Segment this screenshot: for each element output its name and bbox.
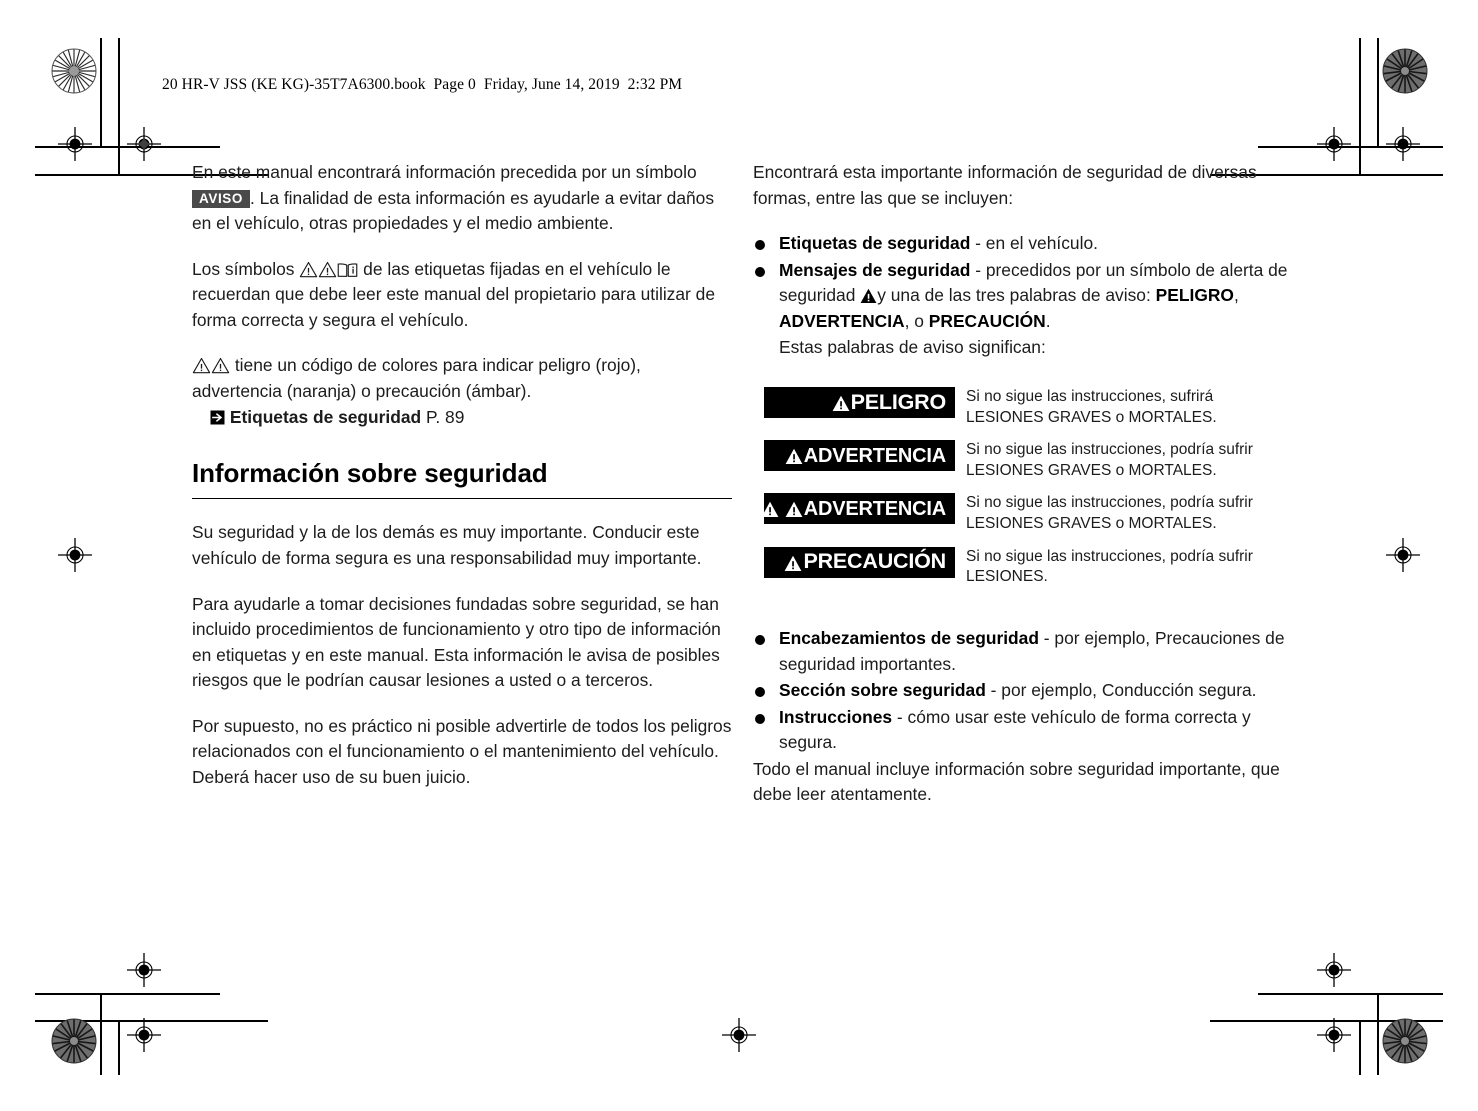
crop-line-bottom-left-h1 <box>35 993 220 995</box>
signal-box-precaucion <box>764 547 955 578</box>
table-row-advertencia-2 <box>753 493 1298 546</box>
registration-mark-bottom-right-corner <box>1317 1018 1351 1052</box>
list-item-safety-labels <box>753 231 1298 257</box>
safety-alert-symbol-icon <box>860 288 877 304</box>
cross-reference-title: Etiquetas de seguridad <box>229 406 422 427</box>
starburst-target-top-right <box>1382 48 1428 99</box>
crop-line-bottom-right-h1 <box>1258 993 1443 995</box>
signal-word-sep-3: . <box>1045 310 1051 331</box>
list-item-safety-messages <box>753 258 1298 335</box>
cross-reference-safety-labels[interactable] <box>210 405 732 431</box>
signal-desc-line2-peligro: LESIONES GRAVES o MORTALES. <box>966 408 1217 426</box>
signal-word-inline-precaucion: PRECAUCIÓN <box>928 310 1046 331</box>
signal-desc-cell-precaucion <box>966 547 1298 600</box>
notice-chip: AVISO <box>192 190 250 209</box>
signal-desc-cell-advertencia-1 <box>966 440 1298 493</box>
paragraph-symbols-text-before: Los símbolos <box>192 258 295 279</box>
table-row-precaucion <box>753 547 1298 600</box>
signal-desc-line2-precaucion: LESIONES. <box>966 568 1048 586</box>
starburst-target-bottom-left <box>51 1018 97 1069</box>
registration-mark-bottom-left-inner <box>127 953 161 987</box>
paragraph-color-code <box>192 353 732 404</box>
crop-line-top-left-v2 <box>118 38 120 174</box>
signal-box-advertencia-2 <box>764 493 955 524</box>
table-row-advertencia-1 <box>753 440 1298 493</box>
list-item-safety-section-desc: - por ejemplo, Conducción segura. <box>985 680 1257 701</box>
signal-desc-line1-advertencia-2: Si no sigue las instrucciones, podría sufrir <box>966 494 1253 512</box>
signal-desc-line1-precaucion: Si no sigue las instrucciones, podría sufrir <box>966 547 1253 565</box>
crop-line-bottom-right-v2 <box>1359 1020 1361 1075</box>
signal-word-table <box>753 387 1298 600</box>
table-row-peligro <box>753 387 1298 440</box>
signal-word-label-peligro: PELIGRO <box>850 389 946 414</box>
list-item-safety-headings <box>753 626 1298 677</box>
paragraph-informed-decisions: Para ayudarle a tomar decisiones fundadas sobre seguridad, se han incluido procedimientos de funcionamiento y otro tipo de información en etiquetas y en este manual. Esta información le avisa de posibles riesgos que le podrían causar lesiones a usted o a terceros. <box>192 593 721 691</box>
jump-arrow-icon <box>210 410 225 425</box>
signal-box-cell-precaucion <box>753 547 966 600</box>
signal-box-peligro <box>764 387 955 418</box>
signal-desc-cell-advertencia-2 <box>966 493 1298 546</box>
registration-mark-mid-left <box>58 538 92 572</box>
registration-mark-bottom-left-corner <box>127 1018 161 1052</box>
document-header-line: 20 HR-V JSS (KE KG)-35T7A6300.book Page 0 Friday, June 14, 2019 2:32 PM <box>162 76 683 93</box>
signal-box-cell-peligro <box>753 387 966 440</box>
signal-desc-line1-peligro: Si no sigue las instrucciones, sufrirá <box>966 388 1214 406</box>
list-item-safety-messages-desc-after: y una de las tres palabras de aviso: <box>877 285 1151 306</box>
list-item-safety-messages-term: Mensajes de seguridad <box>779 259 971 280</box>
warning-triangle-outline-icon <box>299 261 318 278</box>
paragraph-symbols-text-after: de las etiquetas fijadas en el vehículo le recuerdan que debe leer este manual del propietario para utilizar de forma correcta y segura el vehículo. <box>192 258 716 330</box>
signal-desc-line1-advertencia-1: Si no sigue las instrucciones, podría sufrir <box>966 441 1253 459</box>
paragraph-closing: Todo el manual incluye información sobre seguridad importante, que debe leer atentamente. <box>753 758 1280 805</box>
paragraph-good-judgment: Por supuesto, no es práctico ni posible advertirle de todos los peligros relacionados con el funcionamiento o el mantenimiento del vehículo. Deberá hacer uso de su buen juicio. <box>192 715 732 788</box>
paragraph-intro-forms: Encontrará esta importante información de seguridad de diversas formas, entre las que se incluyen: <box>753 162 1257 208</box>
registration-mark-bottom-right-inner <box>1317 953 1351 987</box>
signal-word-label-precaucion: PRECAUCIÓN <box>803 549 946 574</box>
signal-desc-line2-advertencia-1: LESIONES GRAVES o MORTALES. <box>966 461 1217 479</box>
signal-word-inline-advertencia: ADVERTENCIA <box>779 310 905 331</box>
registration-mark-bottom-center <box>722 1018 756 1052</box>
owners-manual-book-icon <box>337 261 358 278</box>
warning-triangle-outline-icon-3 <box>192 357 211 374</box>
registration-mark-top-right-inner <box>1317 127 1351 161</box>
list-item-instructions-term: Instrucciones <box>779 706 893 727</box>
crop-line-bottom-right-v1 <box>1377 993 1379 1075</box>
list-item-instructions-desc: - cómo usar este vehículo de forma correcta y segura. <box>779 706 1251 753</box>
safety-alert-triangle-icon-advertencia-1 <box>785 447 803 464</box>
starburst-target-top-left <box>51 48 97 99</box>
signal-box-cell-advertencia-2 <box>753 493 966 546</box>
crop-line-bottom-left-v1 <box>100 993 102 1075</box>
signal-desc-cell-peligro <box>966 387 1298 440</box>
signal-desc-line2-advertencia-2: LESIONES GRAVES o MORTALES. <box>966 515 1217 533</box>
registration-mark-top-left-corner <box>58 127 92 161</box>
list-item-instructions <box>753 705 1298 756</box>
paragraph-signal-words-meaning: Estas palabras de aviso significan: <box>779 337 1046 358</box>
paragraph-notice-text-before: En este manual encontrará información precedida por un símbolo <box>192 162 697 182</box>
left-column <box>192 160 732 811</box>
registration-mark-mid-right <box>1386 538 1420 572</box>
section-heading: Información sobre seguridad <box>192 458 548 489</box>
registration-mark-top-right-corner <box>1386 127 1420 161</box>
signal-word-label-advertencia-2: ADVERTENCIA <box>803 497 946 520</box>
crop-line-top-right-v2 <box>1359 38 1361 174</box>
signal-word-label-advertencia-1: ADVERTENCIA <box>803 444 946 467</box>
list-item-safety-headings-desc: - por ejemplo, Precauciones de seguridad importantes. <box>779 627 1285 674</box>
starburst-target-bottom-right <box>1382 1018 1428 1069</box>
paragraph-notice-symbol <box>192 160 732 237</box>
bullet-list-top <box>753 231 1298 334</box>
cross-reference-page: P. 89 <box>426 406 465 427</box>
list-item-safety-labels-term: Etiquetas de seguridad <box>779 233 971 254</box>
safety-alert-triangle-icon-peligro <box>832 394 850 411</box>
list-item-safety-messages-desc-before: - precedidos por un símbolo de alerta de seguridad <box>779 259 1288 306</box>
crop-line-top-left-v1 <box>100 38 102 146</box>
list-item-safety-section-term: Sección sobre seguridad <box>779 680 986 701</box>
safety-alert-triangle-icon-precaucion <box>784 554 802 571</box>
paragraph-notice-text-after: . La finalidad de esta información es ayudarle a evitar daños en el vehículo, otras propiedades y el medio ambiente. <box>192 187 715 234</box>
warning-triangle-outline-icon-2 <box>318 261 337 278</box>
list-item-safety-section <box>753 678 1298 704</box>
signal-box-advertencia-1 <box>764 440 955 471</box>
list-item-safety-labels-desc: - en el vehículo. <box>970 233 1098 254</box>
bullet-list-bottom <box>753 626 1298 756</box>
signal-word-sep-2: , o <box>904 310 924 331</box>
warning-triangle-outline-icon-4 <box>211 357 230 374</box>
crop-line-bottom-left-v2 <box>118 1020 120 1075</box>
paragraph-color-code-text: tiene un código de colores para indicar peligro (rojo), advertencia (naranja) o precaución (ámbar). <box>192 355 641 402</box>
safety-alert-triangle-icon-advertencia-2b <box>785 500 803 517</box>
signal-word-inline-peligro: PELIGRO <box>1155 285 1234 306</box>
crop-line-top-right-v1 <box>1377 38 1379 146</box>
signal-word-sep-1: , <box>1233 285 1239 306</box>
right-column <box>753 160 1298 828</box>
paragraph-label-symbols <box>192 257 732 334</box>
list-item-safety-headings-term: Encabezamientos de seguridad <box>779 627 1039 648</box>
signal-box-cell-advertencia-1 <box>753 440 966 493</box>
registration-mark-top-left-inner <box>127 127 161 161</box>
section-heading-rule <box>192 498 732 499</box>
paragraph-safety-importance: Su seguridad y la de los demás es muy importante. Conducir este vehículo de forma segura es una responsabilidad muy importante. <box>192 522 702 568</box>
safety-alert-triangle-icon-advertencia-2a <box>761 500 779 517</box>
